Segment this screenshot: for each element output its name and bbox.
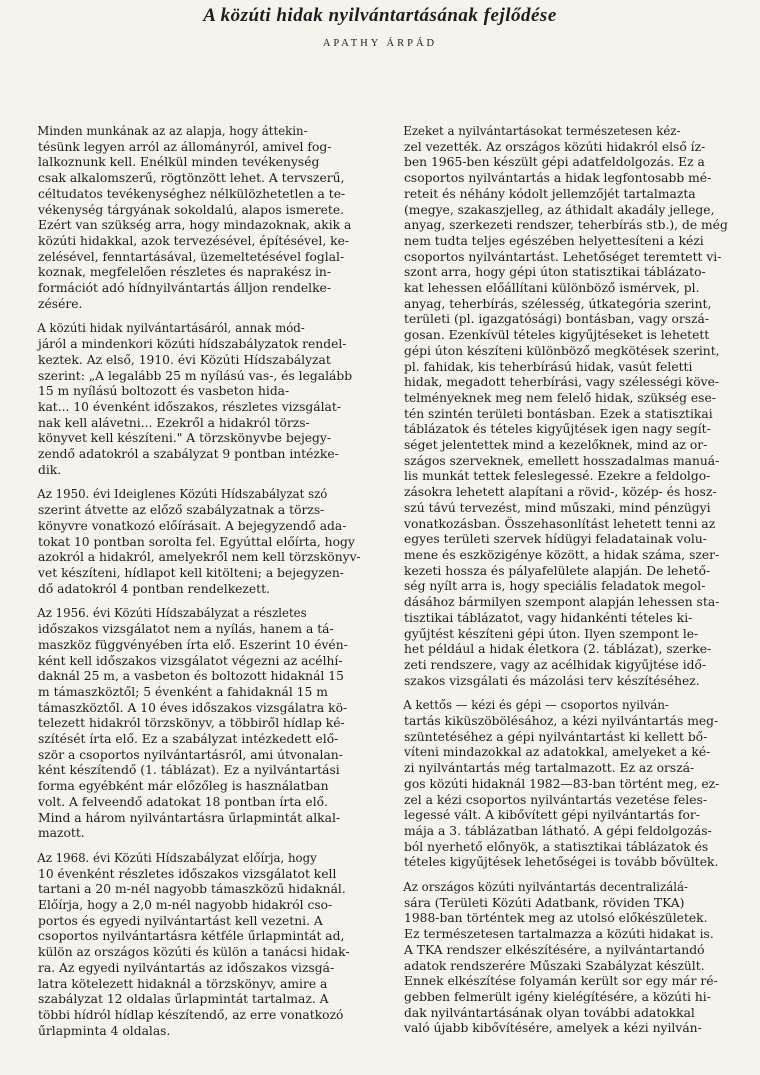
text-line: szítését írta elő. Ez a szabályzat intézkedett elő- [38, 732, 339, 747]
text-line: szú távú tervezést, mind műszaki, mind pénzügyi [404, 500, 711, 515]
text-line: víteni mindazokkal az adatokkal, amelyeket a ké- [404, 745, 711, 760]
text-line: ból nyerhető előnyök, a statisztikai táblázatok és [404, 839, 709, 854]
text-line: szont arra, hogy gépi úton statisztikai táblázato- [404, 265, 706, 280]
text-line: tételes kigyűjtések lehetőségei is tovább bővültek. [404, 855, 719, 870]
text-line: A kettős — kézi és gépi — csoportos nyilván- [403, 698, 669, 713]
text-line: mene és eszközigénye között, a hidak száma, szer- [404, 547, 720, 562]
text-line: vet készíteni, hídlapot kell kitölteni; a bejegyzen- [38, 565, 344, 580]
text-line: keztek. Az első, 1910. évi Közúti Hídszabályzat [38, 352, 331, 367]
text-line: tén szintén területi bontásban. Ezek a statisztikai [404, 406, 713, 421]
text-line: legessé vált. A kibővített gépi nyilvántartás for- [404, 808, 700, 823]
text-line: dő adatokról 4 pontban rendelkezett. [38, 581, 270, 596]
text-line: zásokra lehetett alapítani a rövid-, közép- és hosz- [404, 485, 717, 500]
text-line: szerint: „A legalább 25 m nyílású vas-, és legalább [38, 368, 353, 383]
text-line: szerint átvette az előző szabályzatnak a törzs- [38, 503, 325, 518]
text-line: sára (Területi Közúti Adatbank, röviden TKA) [404, 895, 685, 910]
text-line: területi (pl. igazgatósági) bontásban, vagy orszá- [404, 312, 710, 327]
text-line: Ezeket a nyilvántartásokat természetesen kéz- [403, 124, 681, 138]
text-line: könyvet kell készíteni." A törzskönyvbe bejegy- [38, 431, 332, 446]
text-line: telményeknek meg nem felelő hidak, szükség ese- [404, 390, 716, 405]
text-line: 15 m nyílású boltozott és vasbeton hida- [38, 384, 290, 399]
text-line: (megye, szakaszjelleg, az áthidalt akadály jellege, [404, 202, 715, 217]
text-line: ként készítendő (1. táblázat). Ez a nyilvántartási [38, 763, 340, 778]
text-line: járól a mindenkori közúti hídszabályzatok rendel- [38, 337, 347, 352]
text-line: volt. A felveendő adatokat 18 pontban írta elő. [38, 794, 328, 809]
text-line: gosan. Ezenkívül tételes kigyűjtéseket is lehetett [404, 328, 710, 343]
text-line: m támaszköztől; 5 évenként a fahidaknál 15 m [38, 684, 328, 699]
text-line: azokról a hidakról, amelyekről nem kell törzskönyv- [38, 550, 361, 565]
text-line: zi nyilvántartás még tartalmazott. Ez az orszá- [404, 761, 695, 776]
text-line: het például a hidak életkora (2. táblázat), szerke- [404, 642, 712, 657]
text-line: daknál 25 m, a vasbeton és boltozott hidaknál 15 [38, 669, 344, 684]
text-line: telezett hidakról törzskönyv, a többiről hídlap ké- [38, 716, 345, 731]
text-line: zeti rendszere, vagy az acélhidak kigyűjtése idő- [404, 657, 707, 672]
text-line: A közúti hidak nyilvántartásáról, annak mód- [37, 321, 305, 336]
text-line: dásához bármilyen szempont alapján lehessen sta- [404, 595, 720, 610]
text-line: vékenység tárgyának sokoldalú, alapos ismerete. [38, 202, 345, 217]
text-line: Minden munkának az az alapja, hogy áttekin- [37, 124, 308, 138]
text-line: Mind a három nyilvántartásra űrlapmintát alkal- [38, 810, 341, 825]
text-line: táblázatok és tételes kigyűjtések igen nagy segít- [404, 422, 711, 437]
text-line: Ennek elkészítése folyamán került sor egy már ré- [404, 974, 718, 989]
text-line: támaszköztől. A 10 éves időszakos vizsgálatra kö- [38, 700, 348, 715]
text-line: egyes területi szervek hídügyi feladatainak volu- [404, 532, 707, 547]
text-line: csoportos nyilvántartást. Lehetőséget teremtett vi- [404, 249, 722, 264]
text-line: Ez természetesen tartalmazza a közúti hidakat is. [404, 927, 714, 942]
text-line: Az 1968. évi Közúti Hídszabályzat előírja, hogy [37, 850, 317, 865]
text-line: csoportos nyilvántartásra kétféle űrlapmintát ad, [38, 929, 345, 944]
text-line: ra. Az egyedi nyilvántartás az időszakos vizsgá- [38, 960, 335, 975]
text-line: könyvre vonatkozó előírásait. A bejegyzendő ada- [38, 518, 347, 533]
text-line: zel vezették. Az országos közúti hidakról első íz- [404, 139, 706, 154]
text-line: ször a csoportos nyilvántartásról, ami útvonalan- [38, 747, 343, 762]
text-line: nak kell alávetni... Ezekről a hidakról törzs- [38, 415, 310, 430]
paragraph [388, 124, 740, 689]
text-line: tésünk legyen arról az állományról, amivel fog- [38, 139, 332, 154]
text-line: tisztikai táblázatot, vagy hidankénti tételes ki- [404, 610, 693, 625]
text-line: szágos szerveknek, emellett hosszadalmas manuá- [404, 453, 720, 468]
article-author: APATHY ÁRPÁD [322, 38, 438, 49]
text-line: formációt adó hídnyilvántartás álljon rendelke- [38, 281, 331, 296]
left-column [22, 124, 374, 1048]
text-line: közúti hidakkal, azok tervezésével, építésével, ke- [38, 233, 350, 248]
paragraph [22, 487, 374, 597]
text-line: ség nyílt arra is, hogy speciális feladatok megol- [404, 579, 706, 594]
text-line: anyag, teherbírás, szélesség, útkategória szerint, [404, 296, 712, 311]
text-line: séget jelentettek mind a kezelőknek, mind az or- [404, 438, 708, 453]
text-line: nem tudta teljes egészében helyettesíteni a kézi [404, 233, 704, 248]
text-line: Ezért van szükség arra, hogy mindazoknak, akik a [38, 218, 352, 233]
paragraph [388, 880, 740, 1037]
text-line: csak alkalomszerű, rögtönzött lehet. A tervszerű, [38, 171, 345, 186]
text-line: maszköz függvényében írta elő. Eszerint 10 évén- [38, 637, 348, 652]
paragraph [22, 851, 374, 1039]
text-line: Az 1956. évi Közúti Hídszabályzat a részletes [37, 606, 307, 621]
text-line: Az országos közúti nyilvántartás decentralizálá- [403, 880, 688, 895]
text-line: tokat 10 pontban sorolta fel. Egyúttal előírta, hogy [38, 534, 355, 549]
text-line: tartás kiküszöbölésához, a kézi nyilvántartás meg- [404, 714, 719, 729]
paragraph [388, 698, 740, 871]
text-line: gos közúti hidaknál 1982—83-ban történt meg, ez- [404, 776, 720, 791]
text-line: adatok rendszerére Műszaki Szabályzat készült. [404, 958, 705, 973]
text-line: ként kell időszakos vizsgálatot végezni az acélhí- [38, 653, 343, 668]
text-line: Az 1950. évi Ideiglenes Közúti Hídszabályzat szó [37, 487, 328, 502]
paragraph [22, 321, 374, 478]
text-line: többi hídról hídlap készítendő, az erre vonatkozó [38, 1007, 344, 1022]
text-line: anyag, szerkezeti rendszer, teherbírás stb.), de még [404, 218, 728, 233]
text-line: koznak, megfelelően részletes és naprakész in- [38, 265, 331, 280]
text-line: tartani a 20 m-nél nagyobb támaszközű hidaknál. [38, 882, 346, 897]
text-line: kat... 10 évenként időszakos, részletes vizsgálat- [38, 399, 341, 414]
text-line: 10 évenként részletes időszakos vizsgálatot kell [38, 866, 337, 881]
text-line: ben 1965-ben készült gépi adatfeldolgozás. Ez a [404, 155, 705, 170]
text-line: céltudatos tevékenységhez nélkülözhetetlen a te- [38, 186, 346, 201]
text-line: való újabb kibővítésére, amelyek a kézi nyilván- [404, 1021, 702, 1036]
text-line: lalkoznunk kell. Enélkül minden tevékenység [38, 155, 320, 170]
text-line: 1988-ban történtek meg az utolsó előkészületek. [404, 911, 708, 926]
text-line: szabályzat 12 oldalas űrlapmintát tartalmaz. A [38, 992, 329, 1007]
text-line: gyűjtést készíteni gépi úton. Ilyen szempont le- [404, 626, 699, 641]
paragraph [22, 606, 374, 842]
text-line: forma egyébként már előzőleg is használatban [38, 779, 329, 794]
article-title: A közúti hidak nyilvántartásának fejlődése [203, 5, 557, 26]
text-line: dik. [38, 462, 62, 477]
text-line: dak nyilvántartásának olyan további adatokkal [404, 1005, 695, 1020]
text-line: kat lehessen előállítani különböző ismérvek, pl. [404, 281, 700, 296]
text-line: zésére. [38, 296, 83, 311]
text-line: szüntetéséhez a gépi nyilvántartást ki kellett bő- [404, 729, 708, 744]
text-line: hidak, megadott teherbírási, vagy szélességi köve- [404, 375, 720, 390]
text-line: latra kötelezett hidaknál a törzskönyv, amire a [38, 976, 328, 991]
text-line: A TKA rendszer elkészítésére, a nyilvántartandó [404, 942, 705, 957]
text-line: űrlapminta 4 oldalas. [38, 1023, 171, 1038]
text-line: pl. fahidak, kis teherbírású hidak, vasút feletti [404, 359, 693, 374]
text-line: gépi úton készíteni különböző megkötések szerint, [404, 343, 720, 358]
text-line: mazott. [38, 826, 85, 841]
text-line: zendő adatokról a szabályzat 9 pontban intézke- [38, 447, 339, 462]
text-line: lis munkát tettek feleslegessé. Ezekre a feldolgo- [404, 469, 711, 484]
text-line: szakos vizsgálati és mázolási terv készítéséhez. [404, 673, 700, 688]
text-line: kezeti hossza és pályafelülete alapján. De lehető- [404, 563, 711, 578]
text-line: reteit és néhány kódolt jellemzőjét tartalmazta [404, 186, 696, 201]
text-line: csoportos nyilvántartás a hidak legfontosabb mé- [404, 171, 712, 186]
text-line: gebben felmerült igény kielégítésére, a közúti hi- [404, 989, 711, 1004]
text-line: mája a 3. táblázatban látható. A gépi feldolgozás- [404, 823, 712, 838]
text-line: zelésével, fenntartásával, üzemeltetésével foglal- [38, 249, 345, 264]
text-line: vonatkozásban. Összehasonlítást lehetett tenni az [404, 516, 716, 531]
text-line: Előírja, hogy a 2,0 m-nél nagyobb hidakról cso- [38, 898, 333, 913]
text-line: zel a kézi csoportos nyilvántartás vezetése feles- [404, 792, 707, 807]
text-line: portos és egyedi nyilvántartást kell vezetni. A [38, 913, 323, 928]
paragraph [22, 124, 374, 312]
text-line: időszakos vizsgálatot nem a nyílás, hanem a tá- [38, 622, 334, 637]
text-line: külön az országos közúti és külön a tanácsi hidak- [38, 945, 350, 960]
right-column [388, 124, 740, 1046]
